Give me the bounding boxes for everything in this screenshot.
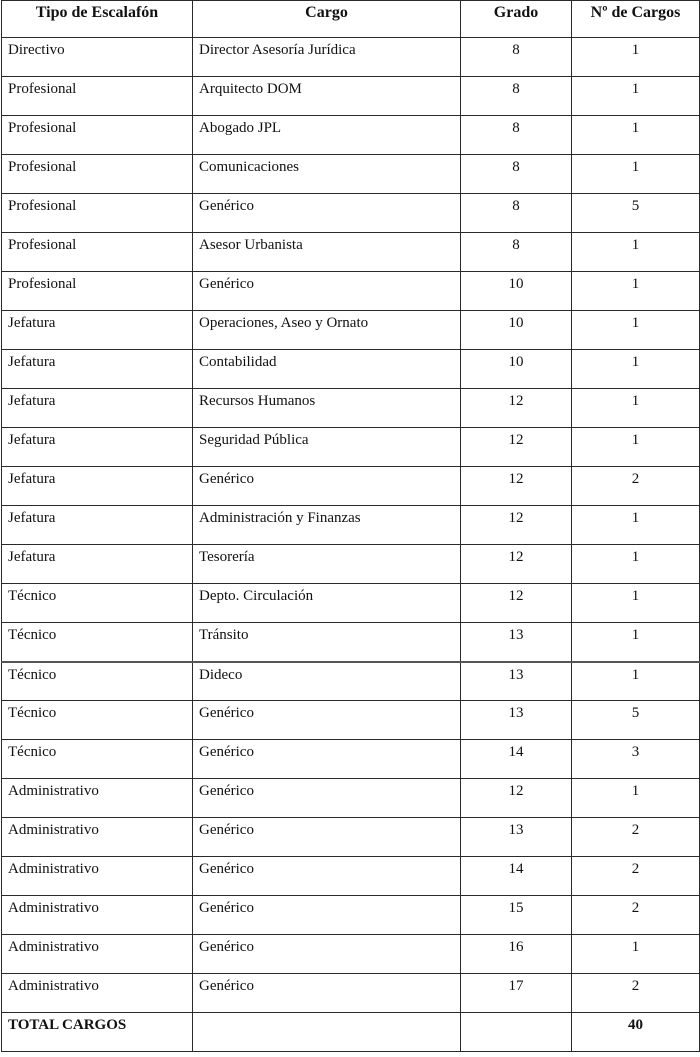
table-row: [2, 467, 700, 506]
cell-tipo: Jefatura: [2, 506, 193, 545]
cell-num-cargos: 1: [572, 38, 700, 77]
cell-num-cargos: 2: [572, 896, 700, 935]
cell-tipo: Directivo: [2, 38, 193, 77]
cell-cargo: Operaciones, Aseo y Ornato: [193, 311, 461, 350]
cell-grado: 13: [461, 701, 572, 740]
cell-cargo: Genérico: [193, 974, 461, 1013]
cell-num-cargos: 1: [572, 935, 700, 974]
cell-grado: 10: [461, 311, 572, 350]
cell-num-cargos: 1: [572, 155, 700, 194]
cell-grado: 13: [461, 818, 572, 857]
cell-num-cargos: 3: [572, 740, 700, 779]
cell-grado: 12: [461, 428, 572, 467]
cell-cargo: Comunicaciones: [193, 155, 461, 194]
cell-cargo: Abogado JPL: [193, 116, 461, 155]
cell-num-cargos: 1: [572, 428, 700, 467]
cell-cargo: Asesor Urbanista: [193, 233, 461, 272]
cell-grado: 14: [461, 857, 572, 896]
cell-cargo: Genérico: [193, 935, 461, 974]
cell-num-cargos: 2: [572, 467, 700, 506]
cell-cargo: Genérico: [193, 740, 461, 779]
table-row: [2, 740, 700, 779]
cell-cargo: Genérico: [193, 857, 461, 896]
cell-cargo: Genérico: [193, 896, 461, 935]
table-row: [2, 818, 700, 857]
cell-num-cargos: 1: [572, 272, 700, 311]
cell-tipo: Administrativo: [2, 935, 193, 974]
cell-grado: 8: [461, 38, 572, 77]
cell-grado: 13: [461, 623, 572, 662]
header-num-cargos: Nº de Cargos: [572, 1, 700, 38]
cell-tipo: Profesional: [2, 155, 193, 194]
header-cargo: Cargo: [193, 1, 461, 38]
cell-num-cargos: 2: [572, 857, 700, 896]
cell-tipo: Jefatura: [2, 389, 193, 428]
cell-num-cargos: 1: [572, 77, 700, 116]
cell-cargo: Depto. Circulación: [193, 584, 461, 623]
cell-tipo: Jefatura: [2, 545, 193, 584]
cell-cargo: Administración y Finanzas: [193, 506, 461, 545]
total-label: TOTAL CARGOS: [2, 1013, 193, 1052]
cell-cargo: Genérico: [193, 194, 461, 233]
cell-num-cargos: 1: [572, 389, 700, 428]
cell-tipo: Técnico: [2, 701, 193, 740]
table-row: [2, 701, 700, 740]
table-body: [2, 38, 700, 1013]
cell-cargo: Genérico: [193, 701, 461, 740]
table-row: [2, 935, 700, 974]
table-row: [2, 272, 700, 311]
table-row: [2, 662, 700, 701]
cell-grado: 10: [461, 350, 572, 389]
cell-tipo: Técnico: [2, 662, 193, 701]
table-row: [2, 623, 700, 662]
cell-tipo: Administrativo: [2, 857, 193, 896]
cell-tipo: Jefatura: [2, 350, 193, 389]
header-grado: Grado: [461, 1, 572, 38]
table-row: [2, 506, 700, 545]
table-row: [2, 779, 700, 818]
cell-cargo: Arquitecto DOM: [193, 77, 461, 116]
table-row: [2, 233, 700, 272]
cell-grado: 12: [461, 779, 572, 818]
cell-cargo: Genérico: [193, 818, 461, 857]
table-row: [2, 545, 700, 584]
cell-tipo: Administrativo: [2, 974, 193, 1013]
cell-num-cargos: 5: [572, 194, 700, 233]
cell-tipo: Administrativo: [2, 818, 193, 857]
cell-grado: 16: [461, 935, 572, 974]
cell-cargo: Genérico: [193, 779, 461, 818]
cell-tipo: Jefatura: [2, 467, 193, 506]
cell-grado: 10: [461, 272, 572, 311]
header-tipo: Tipo de Escalafón: [2, 1, 193, 38]
cell-tipo: Administrativo: [2, 779, 193, 818]
cell-num-cargos: 5: [572, 701, 700, 740]
cell-cargo: Director Asesoría Jurídica: [193, 38, 461, 77]
cell-tipo: Profesional: [2, 77, 193, 116]
cell-num-cargos: 1: [572, 350, 700, 389]
cell-num-cargos: 1: [572, 311, 700, 350]
cell-grado: 12: [461, 584, 572, 623]
cell-grado: 15: [461, 896, 572, 935]
cell-grado: 17: [461, 974, 572, 1013]
cell-tipo: Jefatura: [2, 428, 193, 467]
cell-grado: 12: [461, 506, 572, 545]
table-row: [2, 116, 700, 155]
total-row: [2, 1013, 700, 1052]
table-row: [2, 584, 700, 623]
cell-grado: 14: [461, 740, 572, 779]
table-row: [2, 155, 700, 194]
cell-tipo: Profesional: [2, 116, 193, 155]
table-row: [2, 389, 700, 428]
cell-cargo: Seguridad Pública: [193, 428, 461, 467]
cell-grado: 12: [461, 545, 572, 584]
cell-num-cargos: 1: [572, 545, 700, 584]
table-row: [2, 857, 700, 896]
cell-num-cargos: 2: [572, 974, 700, 1013]
cell-num-cargos: 1: [572, 116, 700, 155]
cell-grado: 8: [461, 77, 572, 116]
cell-grado: 12: [461, 467, 572, 506]
cell-grado: 8: [461, 233, 572, 272]
cell-cargo: Recursos Humanos: [193, 389, 461, 428]
cell-grado: 8: [461, 155, 572, 194]
cell-num-cargos: 1: [572, 506, 700, 545]
table-row: [2, 311, 700, 350]
cell-num-cargos: 1: [572, 233, 700, 272]
cell-num-cargos: 1: [572, 779, 700, 818]
table-row: [2, 194, 700, 233]
cell-grado: 8: [461, 116, 572, 155]
table-row: [2, 974, 700, 1013]
cell-cargo: Genérico: [193, 467, 461, 506]
cell-cargo: Tránsito: [193, 623, 461, 662]
total-empty-cell: [193, 1013, 461, 1052]
cell-tipo: Técnico: [2, 584, 193, 623]
table-row: [2, 350, 700, 389]
cell-grado: 12: [461, 389, 572, 428]
cell-tipo: Técnico: [2, 623, 193, 662]
cargos-table: [1, 0, 700, 1052]
cell-tipo: Administrativo: [2, 896, 193, 935]
total-value: 40: [572, 1013, 700, 1052]
cell-tipo: Profesional: [2, 233, 193, 272]
cell-num-cargos: 1: [572, 662, 700, 701]
table-row: [2, 77, 700, 116]
table-row: [2, 896, 700, 935]
cell-cargo: Dideco: [193, 662, 461, 701]
cell-tipo: Profesional: [2, 272, 193, 311]
cell-cargo: Tesorería: [193, 545, 461, 584]
cell-num-cargos: 1: [572, 623, 700, 662]
cell-tipo: Jefatura: [2, 311, 193, 350]
cell-tipo: Técnico: [2, 740, 193, 779]
cell-num-cargos: 1: [572, 584, 700, 623]
total-empty-grado: [461, 1013, 572, 1052]
cell-cargo: Genérico: [193, 272, 461, 311]
table-row: [2, 38, 700, 77]
cell-grado: 13: [461, 662, 572, 701]
cell-num-cargos: 2: [572, 818, 700, 857]
header-row: [2, 1, 700, 38]
cell-tipo: Profesional: [2, 194, 193, 233]
cell-grado: 8: [461, 194, 572, 233]
table-row: [2, 428, 700, 467]
cell-cargo: Contabilidad: [193, 350, 461, 389]
